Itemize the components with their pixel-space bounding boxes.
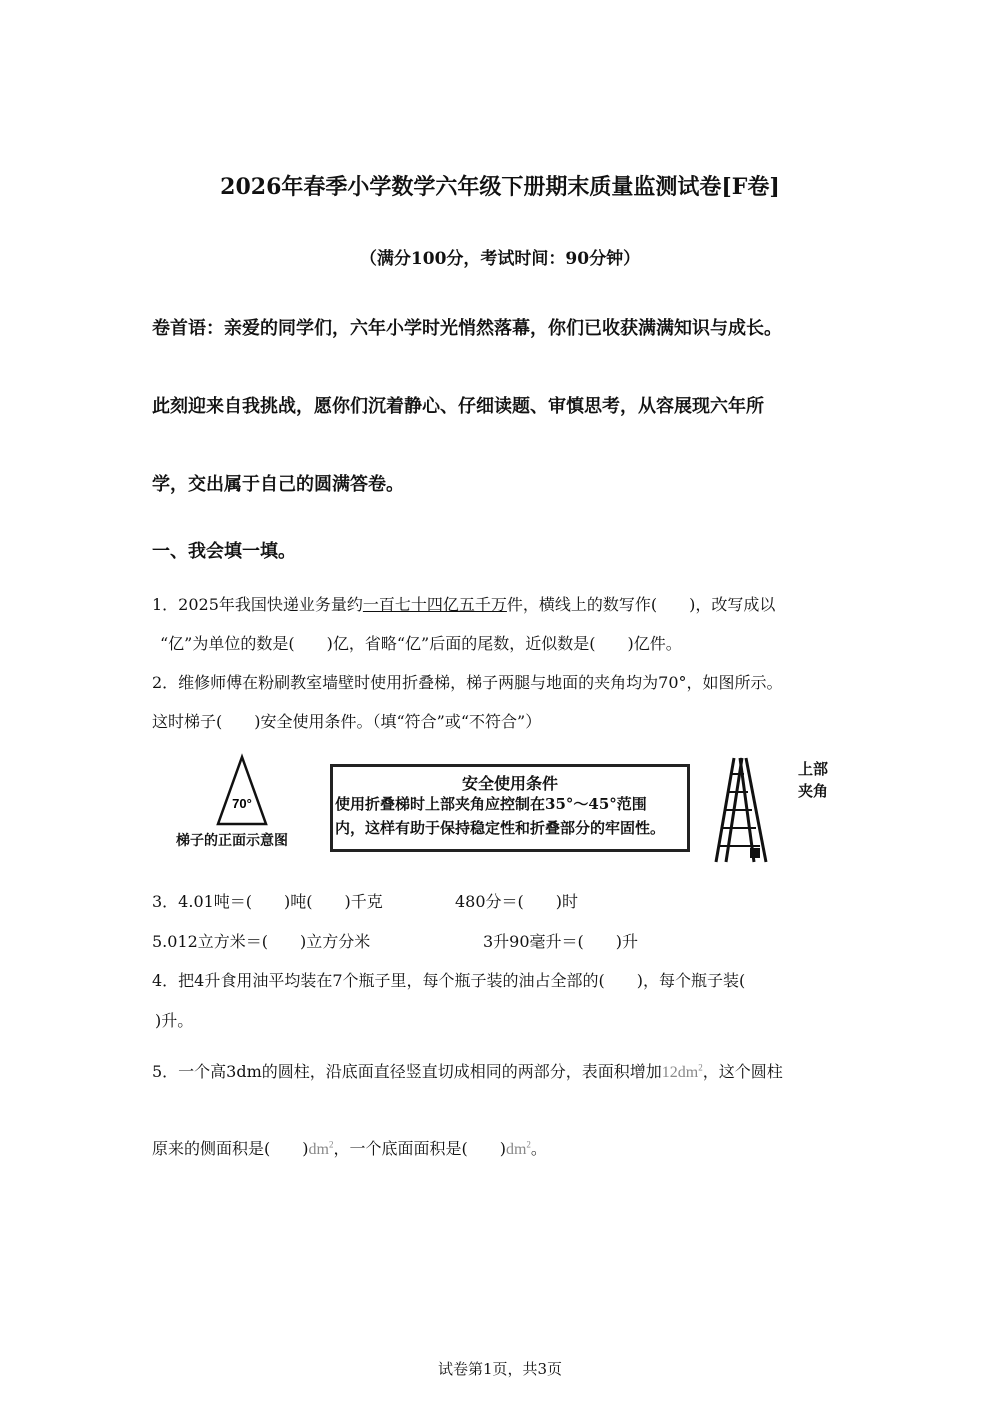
question-2-line-1: 2．维修师傅在粉刷教室墙壁时使用折叠梯，梯子两腿与地面的夹角均为70°，如图所示。: [152, 673, 783, 692]
upper-angle-caption-2: 夹角: [798, 782, 829, 800]
question-5-line-2: [152, 1136, 547, 1159]
q5-lateral-area: 原来的侧面积是( ): [152, 1139, 309, 1158]
safety-rule-box: [330, 764, 690, 852]
ladder-icon: [710, 754, 790, 866]
question-4-line-1: 4．把4升食用油平均装在7个瓶子里，每个瓶子装的油占全部的( )，每个瓶子装(: [152, 971, 746, 990]
exam-subtitle: （满分100分，考试时间：90分钟）: [359, 249, 641, 269]
q5-unit-1: $dm^2$: [308, 1139, 334, 1158]
question-3-part-d: 3升90毫升＝( )升: [483, 932, 639, 951]
question-1-line-2: “亿”为单位的数是( )亿，省略“亿”后面的尾数，近似数是( )亿件。: [160, 634, 682, 653]
question-4-line-2: )升。: [155, 1011, 194, 1030]
intro-line-3: 学，交出属于自己的圆满答卷。: [152, 474, 404, 495]
section-heading-fill-in: 一、我会填一填。: [152, 541, 296, 562]
q1-prefix: 1．2025年我国快递业务量约: [152, 595, 363, 614]
q1-underlined-number: 一百七十四亿五千万: [362, 595, 507, 614]
upper-angle-caption-1: 上部: [798, 760, 829, 778]
q5-base-area: ，一个底面面积是( ): [333, 1139, 506, 1158]
intro-line-1: 卷首语：亲爱的同学们，六年小学时光悄然落幕，你们已收获满满知识与成长。: [152, 318, 782, 339]
ladder-triangle-diagram: [210, 752, 320, 832]
question-1-line-1: [152, 592, 775, 615]
question-5-line-1: [152, 1059, 783, 1082]
ladder-front-caption: 梯子的正面示意图: [176, 833, 288, 849]
safety-rule-line-1: 使用折叠梯时上部夹角应控制在35°～45°范围: [335, 795, 647, 813]
page-footer: 试卷第1页，共3页: [437, 1360, 563, 1378]
question-3-part-a: 3．4.01吨＝( )吨( )千克: [152, 892, 383, 911]
intro-line-2: 此刻迎来自我挑战，愿你们沉着静心、仔细读题、审慎思考，从容展现六年所: [152, 396, 764, 417]
q5-line-end: ，这个圆柱: [702, 1062, 783, 1081]
q1-suffix: 件，横线上的数写作( )，改写成以: [506, 595, 776, 614]
question-3-part-b: 480分＝( )时: [455, 892, 579, 911]
safety-rule-line-2: 内，这样有助于保持稳定性和折叠部分的牢固性。: [335, 819, 666, 837]
ladder-figure: [150, 752, 850, 870]
question-3-part-c: 5.012立方米＝( )立方分米: [152, 932, 371, 951]
q5-period: 。: [530, 1139, 547, 1158]
exam-title: 2026年春季小学数学六年级下册期末质量监测试卷[F卷]: [220, 174, 780, 200]
safety-rule-title: 安全使用条件: [461, 774, 558, 793]
question-2-line-2: 这时梯子( )安全使用条件。（填“符合”或“不符合”）: [152, 712, 542, 731]
q5-unit-2: $dm^2$: [505, 1139, 531, 1158]
angle-label: 70°: [232, 796, 252, 811]
q5-text: 5．一个高3dm的圆柱，沿底面直径竖直切成相同的两部分，表面积增加: [152, 1062, 662, 1081]
q5-area-value: $12dm^2$: [661, 1062, 703, 1081]
